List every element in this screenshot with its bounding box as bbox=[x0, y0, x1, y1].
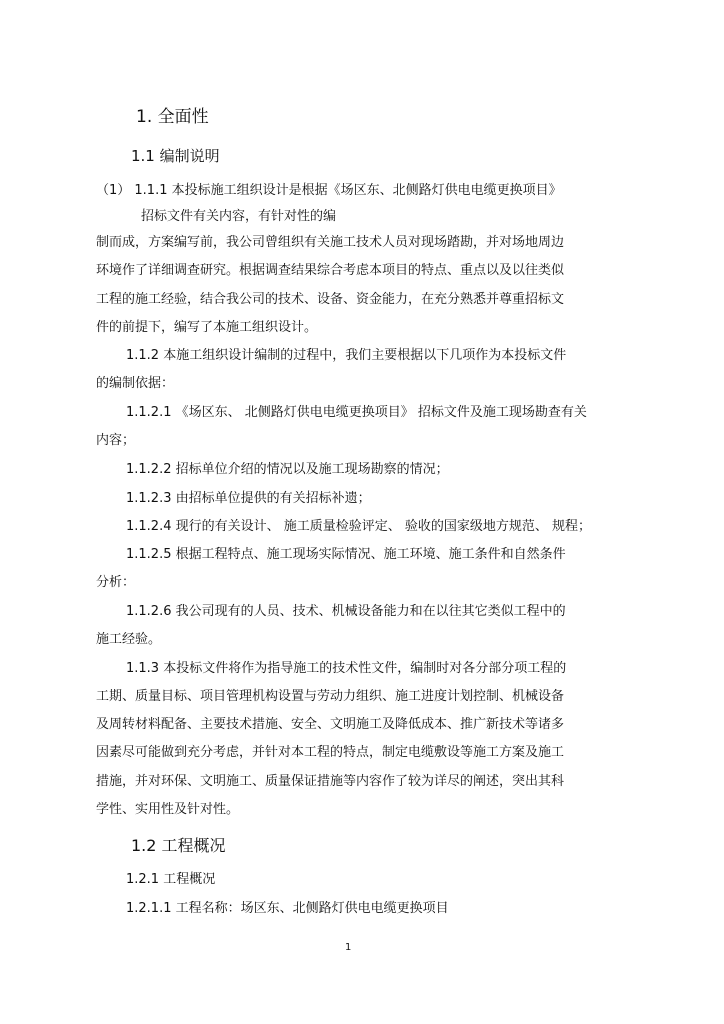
para-3-line-4: 因素尽可能做到充分考虑，并针对本工程的特点，制定电缆敷设等施工方案及施工 bbox=[96, 745, 565, 760]
basis-item-1-line-1: 1.1.2.1 《场区东、 北侧路灯供电电缆更换项目》 招标文件及施工现场勘查有关 bbox=[126, 405, 587, 420]
para-3-line-2: 工期、质量目标、项目管理机构设置与劳动力组织、施工进度计划控制、机械设备 bbox=[96, 689, 565, 704]
basis-item-3: 1.1.2.3 由招标单位提供的有关招标补遗； bbox=[126, 491, 371, 506]
heading-1-1: 1.1 编制说明 bbox=[131, 147, 220, 165]
para-2-line-1: 1.1.2 本施工组织设计编制的过程中，我们主要根据以下几项作为本投标文件 bbox=[126, 348, 567, 363]
para-1-line-6: 件的前提下，编写了本施工组织设计。 bbox=[96, 320, 318, 335]
para-3-line-5: 措施，并对环保、文明施工、质量保证措施等内容作了较为详尽的阐述，突出其科 bbox=[96, 774, 565, 789]
para-3-line-1: 1.1.3 本投标文件将作为指导施工的技术性文件，编制时对各分部分项工程的 bbox=[126, 661, 567, 676]
basis-item-5-line-2: 分析： bbox=[96, 575, 136, 590]
para-3-line-3: 及周转材料配备、主要技术措施、安全、文明施工及降低成本、推广新技术等诸多 bbox=[96, 717, 565, 732]
basis-item-4: 1.1.2.4 现行的有关设计、 施工质量检验评定、 验收的国家级地方规范、 规程； bbox=[126, 519, 592, 534]
para-1-line-1: （1） 1.1.1 本投标施工组织设计是根据《场区东、北侧路灯供电电缆更换项目》 bbox=[96, 183, 562, 198]
page-number: 1 bbox=[345, 942, 352, 953]
basis-item-6-line-2: 施工经验。 bbox=[96, 632, 162, 647]
para-2-line-2: 的编制依据： bbox=[96, 376, 175, 391]
basis-item-5-line-1: 1.1.2.5 根据工程特点、施工现场实际情况、施工环境、施工条件和自然条件 bbox=[126, 547, 566, 562]
item-1-2-1-1: 1.2.1.1 工程名称：场区东、北侧路灯供电电缆更换项目 bbox=[126, 901, 449, 916]
para-1-line-5: 工程的施工经验，结合我公司的技术、设备、资金能力，在充分熟悉并尊重招标文 bbox=[96, 292, 565, 307]
para-1-line-2: 招标文件有关内容，有针对性的编 bbox=[141, 209, 337, 224]
para-1-line-3: 制而成，方案编写前，我公司曾组织有关施工技术人员对现场踏勘，并对场地周边 bbox=[96, 235, 565, 250]
basis-item-1-line-2: 内容； bbox=[96, 433, 136, 448]
para-3-line-6: 学性、实用性及针对性。 bbox=[96, 802, 240, 817]
subheading-1-2-1: 1.2.1 工程概况 bbox=[126, 872, 216, 887]
basis-item-2: 1.1.2.2 招标单位介绍的情况以及施工现场勘察的情况； bbox=[126, 462, 449, 477]
heading-1-2: 1.2 工程概况 bbox=[131, 836, 226, 855]
heading-1: 1. 全面性 bbox=[136, 107, 209, 127]
para-1-line-4: 环境作了详细调查研究。根据调查结果综合考虑本项目的特点、重点以及以往类似 bbox=[96, 263, 565, 278]
basis-item-6-line-1: 1.1.2.6 我公司现有的人员、技术、机械设备能力和在以往其它类似工程中的 bbox=[126, 604, 566, 619]
